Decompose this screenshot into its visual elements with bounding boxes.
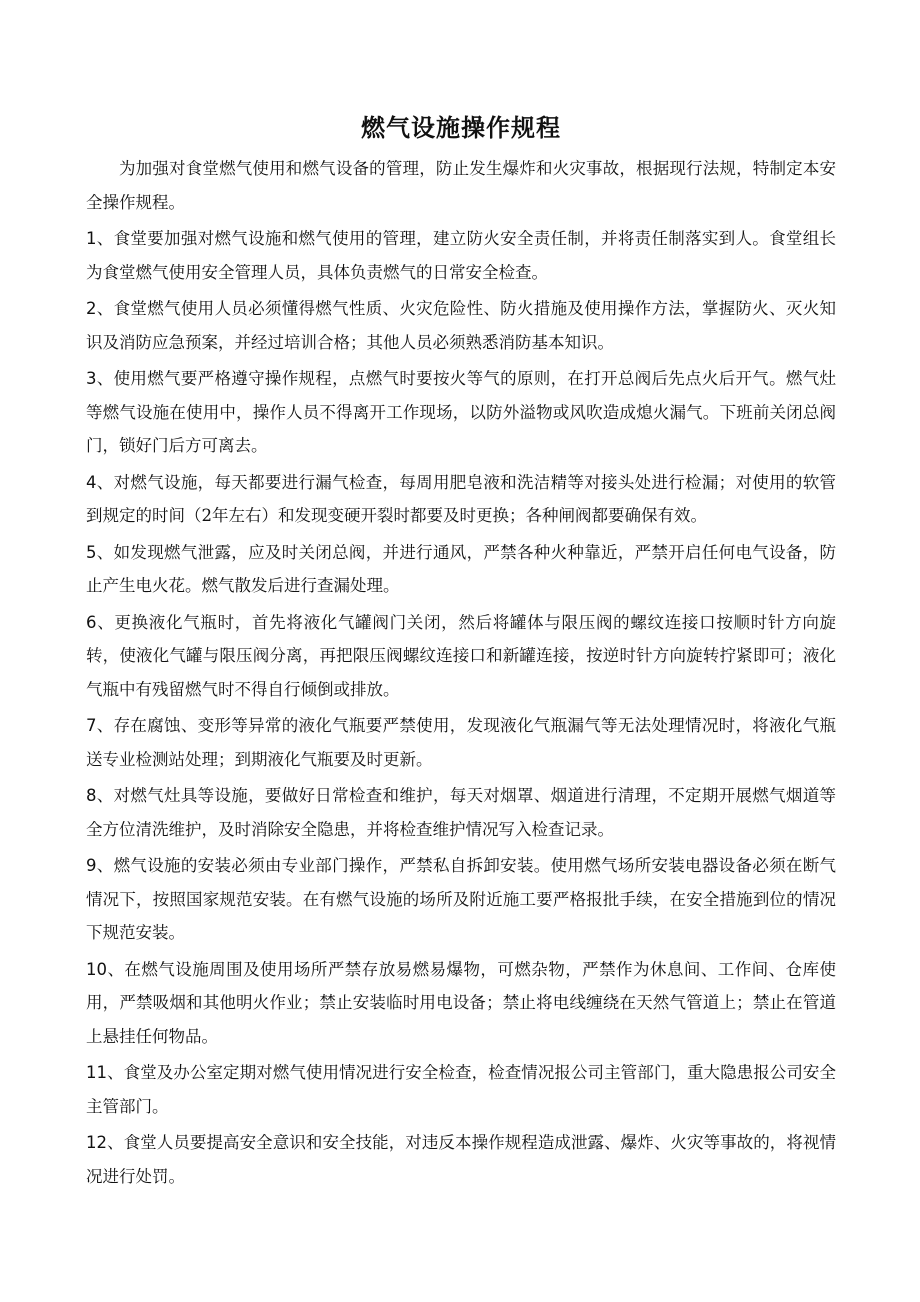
rule-item [86, 849, 836, 950]
rule-item [86, 536, 836, 603]
rule-item-text: 对燃气设施，每天都要进行漏气检查，每周用肥皂液和洗洁精等对接头处进行检漏；对使用的软管到规定的时间（2年左右）和发现变硬开裂时都要及时更换；各种闸阀都要确保有效。 [86, 472, 837, 525]
rule-item-number: 2、 [86, 299, 114, 318]
rule-item [86, 222, 836, 289]
rule-item [86, 606, 836, 707]
rule-item-number: 3、 [86, 369, 114, 388]
rule-item [86, 362, 836, 463]
rule-item-text: 食堂燃气使用人员必须懂得燃气性质、火灾危险性、防火措施及使用操作方法，掌握防火、灭火知识及消防应急预案，并经过培训合格；其他人员必须熟悉消防基本知识。 [86, 299, 837, 352]
rule-list [86, 222, 836, 1193]
rule-item-text: 食堂要加强对燃气设施和燃气使用的管理，建立防火安全责任制，并将责任制落实到人。食堂组长为食堂燃气使用安全管理人员，具体负责燃气的日常安全检查。 [86, 229, 837, 282]
rule-item-number: 10、 [86, 959, 125, 979]
rule-item-text: 对燃气灶具等设施，要做好日常检查和维护，每天对烟罩、烟道进行清理，不定期开展燃气烟道等全方位清洗维护，及时消除安全隐患，并将检查维护情况写入检查记录。 [86, 786, 837, 839]
rule-item-text: 更换液化气瓶时，首先将液化气罐阀门关闭，然后将罐体与限压阀的螺纹连接口按顺时针方向旋转，使液化气罐与限压阀分离，再把限压阀螺纹连接口和新罐连接，按逆时针方向旋转拧紧即可；液化气瓶中有残留燃气时不得自行倾倒或排放。 [86, 612, 837, 699]
rule-item [86, 953, 836, 1054]
rule-item-number: 5、 [86, 542, 114, 562]
rule-item [86, 292, 836, 359]
rule-item-number: 6、 [86, 612, 115, 632]
rule-item [86, 1126, 836, 1193]
rule-item-text: 使用燃气要严格遵守操作规程，点燃气时要按火等气的原则，在打开总阀后先点火后开气。燃气灶等燃气设施在使用中，操作人员不得离开工作现场，以防外溢物或风吹造成熄火漏气。下班前关闭总阀门，锁好门后方可离去。 [86, 369, 837, 455]
rule-item-number: 7、 [86, 716, 114, 735]
rule-item-number: 12、 [86, 1133, 124, 1152]
rule-item-number: 9、 [86, 856, 114, 875]
rule-item-text: 如发现燃气泄露，应及时关闭总阀，并进行通风，严禁各种火种靠近，严禁开启任何电气设备，防止产生电火花。燃气散发后进行查漏处理。 [86, 542, 837, 595]
rule-item-text: 食堂人员要提高安全意识和安全技能，对违反本操作规程造成泄露、爆炸、火灾等事故的，将视情况进行处罚。 [86, 1133, 837, 1186]
rule-item [86, 1056, 836, 1123]
rule-item-text: 存在腐蚀、变形等异常的液化气瓶要严禁使用，发现液化气瓶漏气等无法处理情况时，将液化气瓶送专业检测站处理；到期液化气瓶要及时更新。 [86, 716, 837, 769]
document-page [86, 110, 836, 1196]
rule-item [86, 709, 836, 776]
rule-item [86, 779, 836, 846]
rule-item-number: 1、 [86, 229, 114, 248]
rule-item [86, 466, 836, 533]
intro-paragraph: 为加强对食堂燃气使用和燃气设备的管理，防止发生爆炸和火灾事故，根据现行法规，特制定本安全操作规程。 [86, 159, 836, 212]
rule-item-number: 8、 [86, 786, 114, 805]
rule-item-text: 燃气设施的安装必须由专业部门操作，严禁私自拆卸安装。使用燃气场所安装电器设备必须在断气情况下，按照国家规范安装。在有燃气设施的场所及附近施工要严格报批手续，在安全措施到位的情况下规范安装。 [86, 856, 837, 942]
rule-item-text: 在燃气设施周围及使用场所严禁存放易燃易爆物，可燃杂物，严禁作为休息间、工作间、仓库使用，严禁吸烟和其他明火作业；禁止安装临时用电设备；禁止将电线缠绕在天然气管道上；禁止在管道上悬挂任何物品。 [86, 959, 836, 1046]
rule-item-number: 11、 [86, 1063, 124, 1082]
document-title: 燃气设施操作规程 [361, 114, 561, 142]
rule-item-text: 食堂及办公室定期对燃气使用情况进行安全检查，检查情况报公司主管部门，重大隐患报公司安全主管部门。 [86, 1063, 837, 1116]
rule-item-number: 4、 [86, 472, 114, 492]
